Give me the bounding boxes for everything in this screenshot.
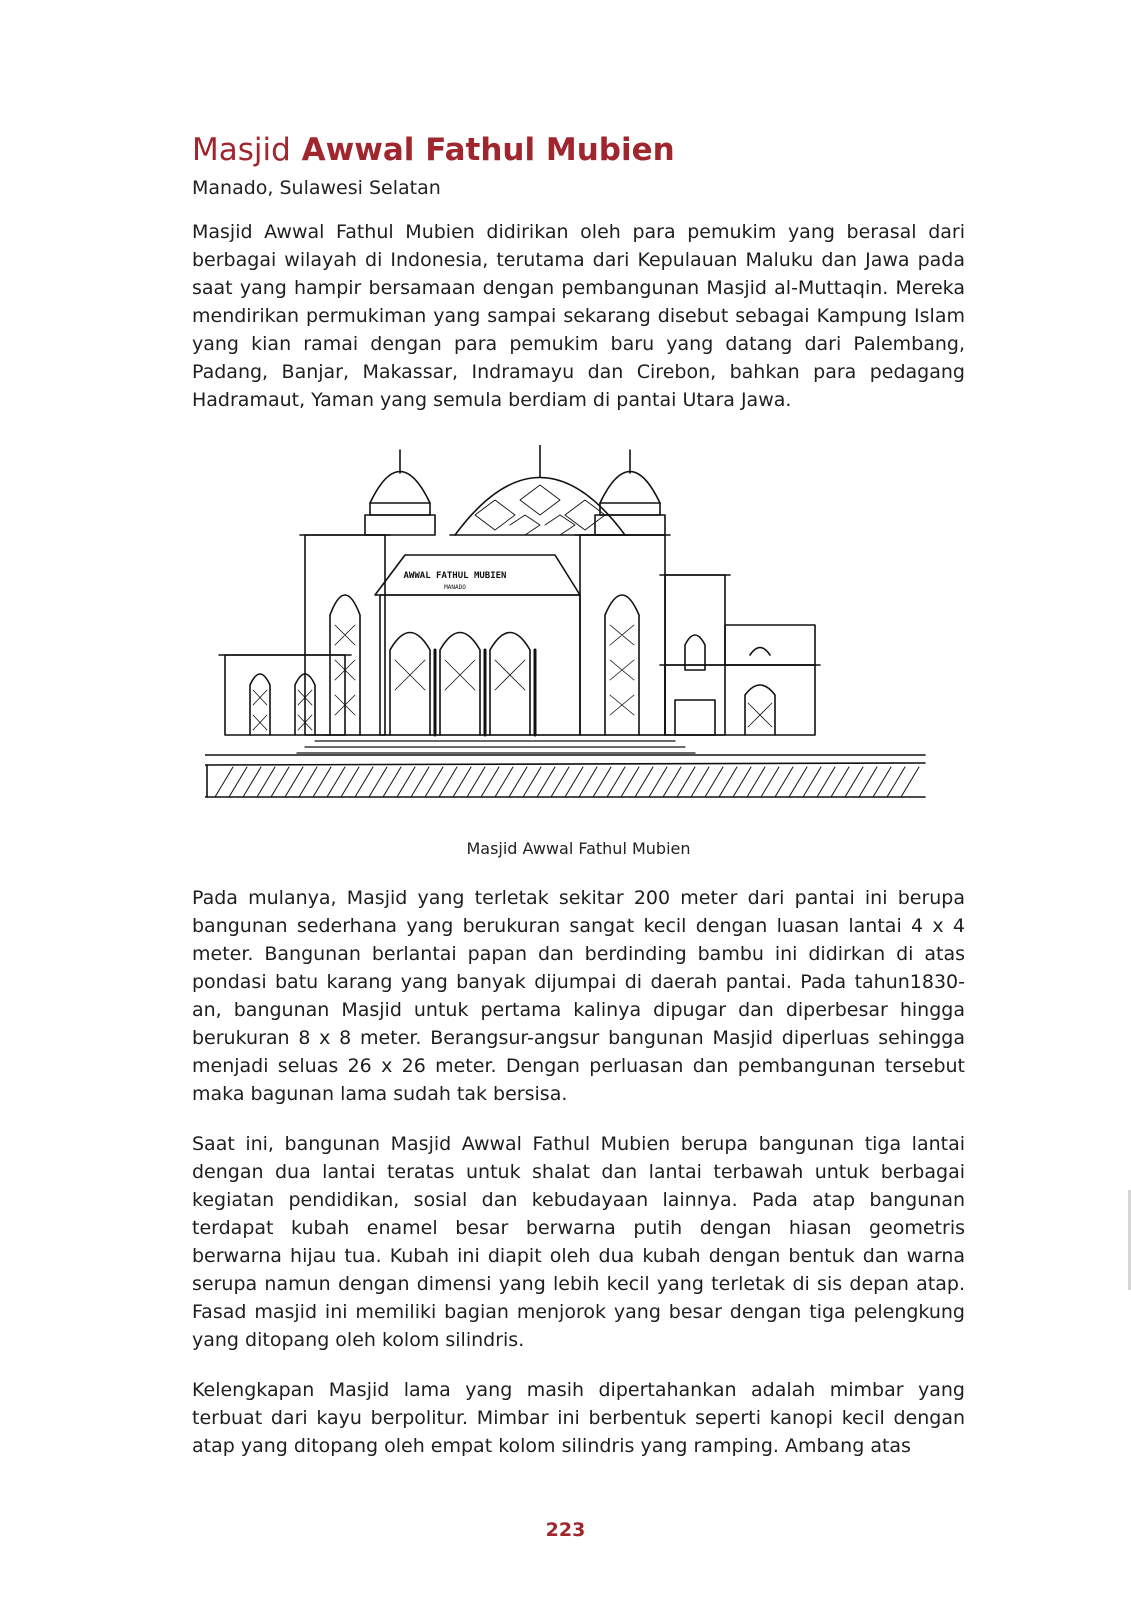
left-wing [219,655,351,735]
front-steps [297,735,695,753]
paragraph-mimbar: Kelengkapan Masjid lama yang masih dipertahankan adalah mimbar yang terbuat dari kayu berpolitur. Mimbar ini berbentuk seperti kanopi kecil dengan atap yang ditopang oleh empat kolom silindris yang ramping. Ambang atas [192,1379,965,1457]
paragraph-intro: Masjid Awwal Fathul Mubien didirikan oleh para pemukim yang berasal dari berbagai wilayah di Indonesia, terutama dari Kepulauan Maluku dan Jawa pada saat yang hampir bersamaan dengan pembangunan Masjid al-Muttaqin. Mereka mendirikan permukiman yang sampai sekarang disebut sebagai Kampung Islam yang kian ramai dengan para pemukim baru yang datang dari Palembang, Padang, Banjar, Makassar, Indramayu dan Cirebon, bahkan para pedagang Hadramaut, Yaman yang semula berdiam di pantai Utara Jawa. [192,221,965,411]
title-bold-part: Awwal Fathul Mubien [301,132,675,168]
location-subtitle: Manado, Sulawesi Selatan [192,177,441,199]
right-small-dome [595,450,665,535]
right-wing [660,575,820,735]
figure-caption: Masjid Awwal Fathul Mubien [466,839,691,858]
left-small-dome [365,450,435,535]
mosque-sketch-figure [205,445,961,830]
page-number: 223 [545,1519,586,1541]
title-light-part: Masjid [192,132,291,168]
paragraph-current-building: Saat ini, bangunan Masjid Awwal Fathul Mubien berupa bangunan tiga lantai dengan dua lantai teratas untuk shalat dan lantai terbawah untuk berbagai kegiatan pendidikan, sosial dan kebudayaan lainnya. Pada atap bangunan terdapat kubah enamel besar berwarna putih dengan hiasan geometris berwarna hijau tua. Kubah ini diapit oleh dua kubah dengan bentuk dan warna serupa namun dengan dimensi yang lebih kecil yang terletak di sis depan atap. Fasad masjid ini memiliki bagian menjorok yang besar dengan tiga pelengkung yang ditopang oleh kolom silindris. [192,1133,965,1351]
mosque-sign-line1: AWWAL FATHUL MUBIEN [403,571,507,581]
mosque-sketch-illustration [205,445,961,830]
main-dome [450,445,630,535]
text-column-bottom [192,884,965,1460]
page-title [192,128,965,172]
ground-hatching [205,755,925,797]
paragraph-history: Pada mulanya, Masjid yang terletak sekitar 200 meter dari pantai ini berupa bangunan sederhana yang berukuran sangat kecil dengan luasan lantai 4 x 4 meter. Bangunan berlantai papan dan berdinding bambu ini didirkan di atas pondasi batu karang yang banyak dijumpai di daerah pantai. Pada tahun1830-an, bangunan Masjid untuk pertama kalinya dipugar dan diperbesar hingga berukuran 8 x 8 meter. Berangsur-angsur bangunan Masjid diperluas sehingga menjadi seluas 26 x 26 meter. Dengan perluasan dan pembangunan tersebut maka bagunan lama sudah tak bersisa. [192,887,965,1105]
mosque-sign-line2: MANADO [444,584,466,591]
central-portico [375,555,580,735]
right-tower [575,535,670,735]
left-tower [300,535,390,735]
text-column-top [192,128,965,414]
